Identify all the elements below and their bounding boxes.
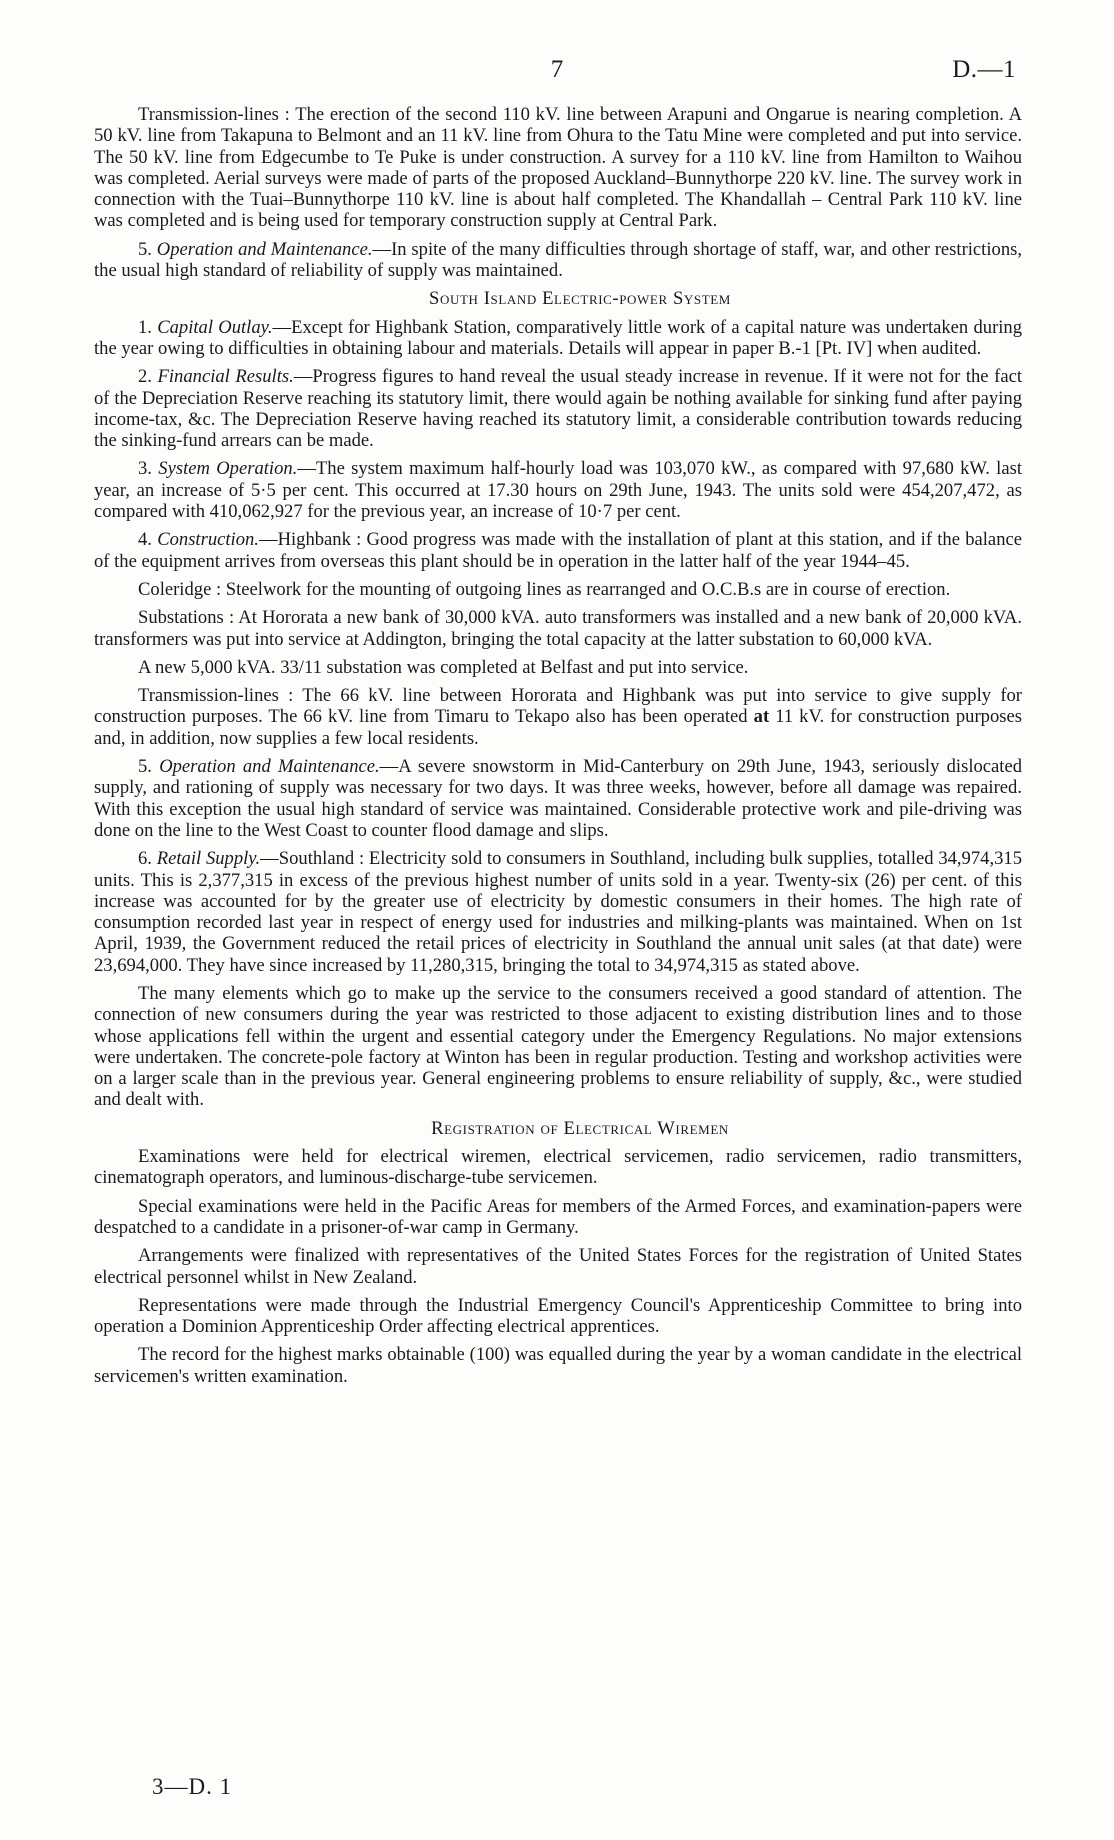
- si-financial-num: 2.: [138, 366, 152, 388]
- si-capital-num: 1.: [138, 316, 152, 338]
- si-construction-num: 4.: [138, 529, 152, 551]
- ni-operation-text: —In spite of the many difficulties through shortage of staff, war, and other restrictions, the usual high standard of reliability of supply was maintained.: [94, 238, 1022, 282]
- paragraph-registration-examinations: Examinations were held for electrical wiremen, electrical servicemen, radio servicemen, radio transmitters, cinematograph operators, and luminous-discharge-tube servicemen.: [94, 1146, 1022, 1189]
- si-operation-num: 5.: [138, 756, 152, 778]
- si-capital-text: —Except for Highbank Station, comparatively little work of a capital nature was undertaken during the year owing to difficulties in obtaining labour and materials. Details will appear in paper B.-1 [Pt. IV] when audited.: [94, 316, 1023, 359]
- paragraph-system-operation: [94, 458, 1022, 522]
- paragraph-substations: Substations : At Hororata a new bank of 30,000 kVA. auto transformers was installed and a new bank of 20,000 kVA. transformers was put into service at Addington, bringing the total capacity at the latter substation to 60,000 kVA.: [94, 607, 1022, 650]
- document-reference: D.—1: [952, 56, 1016, 83]
- si-transmission-bold: at: [753, 706, 770, 728]
- si-retail-text: —Southland : Electricity sold to consumers in Southland, including bulk supplies, totalled 34,974,315 units. This is 2,377,315 in excess of the previous highest number of units sold in a year. Twenty-six (26) per cent. of this increase was accounted for by the greater use of electricity by domestic consumers in their homes. The high rate of consumption recorded last year in respect of energy used for industries and milking-plants was maintained. When on 1st April, 1939, the Government reduced the retail prices of electricity in Southland the annual unit sales (at that date) were 23,694,000. They have since increased by 11,280,315, bringing the total to 34,974,315 as stated above.: [94, 848, 1022, 976]
- si-retail-num: 6.: [138, 848, 152, 870]
- paragraph-ni-transmission: [94, 104, 1022, 232]
- paragraph-retail-supply: [94, 848, 1022, 976]
- ni-transmission-label: Transmission-lines :: [138, 104, 290, 125]
- paragraph-financial-results: [94, 366, 1022, 451]
- si-financial-title: Financial Results.: [157, 366, 294, 388]
- paragraph-registration-special: Special examinations were held in the Pacific Areas for members of the Armed Forces, and examination-papers were despatched to a candidate in a prisoner-of-war camp in Germany.: [94, 1195, 1022, 1238]
- paragraph-capital-outlay: [94, 317, 1022, 360]
- page-number: 7: [550, 56, 564, 83]
- si-operation-title: Operation and Maintenance.: [159, 756, 380, 778]
- si-operation-text: —A severe snowstorm in Mid-Canterbury on 29th June, 1943, seriously dislocated supply, and rationing of supply was necessary for two days. It was three weeks, however, before all damage was repaired. With this exception the usual high standard of service was maintained. Considerable protective work and pile-driving was done on the line to the West Coast to counter flood damage and slips.: [94, 756, 1023, 841]
- paragraph-belfast: A new 5,000 kVA. 33/11 substation was completed at Belfast and put into service.: [138, 656, 749, 678]
- paragraph-ni-operation: [94, 239, 1022, 282]
- si-retail-title: Retail Supply.: [156, 848, 261, 870]
- si-system-title: System Operation.: [158, 458, 298, 480]
- si-construction-title: Construction.: [157, 529, 259, 551]
- paragraph-registration-record: The record for the highest marks obtainable (100) was equalled during the year by a woman candidate in the electrical servicemen's written examination.: [94, 1344, 1022, 1387]
- paragraph-construction: [94, 529, 1022, 572]
- paragraph-si-transmission: [94, 685, 1022, 749]
- document-body: [94, 104, 1022, 1394]
- paragraph-si-operation: [94, 756, 1022, 841]
- section-heading-registration: Registration of Electrical Wiremen: [431, 1117, 729, 1139]
- printer-signature: 3—D. 1: [152, 1774, 233, 1799]
- si-capital-title: Capital Outlay.: [157, 316, 273, 338]
- paragraph-coleridge: Coleridge : Steelwork for the mounting of outgoing lines as rearranged and O.C.B.s are in course of erection.: [138, 578, 951, 600]
- si-construction-text: —Highbank : Good progress was made with the installation of plant at this station, and if the balance of the equipment arrives from overseas this plant should be in operation in the latter half of the year 1944–45.: [94, 529, 1022, 572]
- paragraph-registration-representations: Representations were made through the Industrial Emergency Council's Apprenticeship Committee to bring into operation a Dominion Apprenticeship Order affecting electrical apprentices.: [94, 1294, 1022, 1338]
- ni-transmission-text: The erection of the second 110 kV. line between Arapuni and Ongarue is nearing completion. A 50 kV. line from Takapuna to Belmont and an 11 kV. line from Ohura to the Tatu Mine were completed and put into service. The 50 kV. line from Edgecumbe to Te Puke is under construction. A survey for a 110 kV. line from Hamilton to Waihou was completed. Aerial surveys were made of parts of the proposed Auckland–Bunnythorpe 220 kV. line. The survey work in connection with the Tuai–Bunnythorpe 110 kV. line is about half completed. The Khandallah – Central Park 110 kV. line was completed and is being used for temporary construction supply at Central Park.: [94, 104, 1023, 232]
- section-heading-south-island: South Island Electric-power System: [429, 288, 731, 310]
- si-system-text: —The system maximum half-hourly load was 103,070 kW., as compared with 97,680 kW. last year, an increase of 5·5 per cent. This occurred at 17.30 hours on 29th June, 1943. The units sold were 454,207,472, as compared with 410,062,927 for the previous year, an increase of 10·7 per cent.: [94, 458, 1023, 523]
- si-transmission-text-b: 11 kV. for construction purposes and, in addition, now supplies a few local residents.: [94, 706, 1022, 749]
- paragraph-registration-arrangements: Arrangements were finalized with representatives of the United States Forces for the registration of United States electrical personnel whilst in New Zealand.: [94, 1245, 1022, 1288]
- paragraph-service-elements: The many elements which go to make up the service to the consumers received a good standard of attention. The connection of new consumers during the year was restricted to those adjacent to existing distribution lines and to those whose applications fell within the urgent and essential category under the Emergency Regulations. No major extensions were undertaken. The concrete-pole factory at Winton has been in regular production. Testing and workshop activities were on a larger scale than in the previous year. General engineering problems to ensure reliability of supply, &c., were studied and dealt with.: [94, 982, 1022, 1111]
- ni-operation-num: 5.: [138, 238, 152, 260]
- si-financial-text: —Progress figures to hand reveal the usual steady increase in revenue. If it were not for the fact of the Depreciation Reserve reaching its statutory limit, there would again be nothing available for sinking fund after paying income-tax, &c. The Depreciation Reserve having reached its statutory limit, a considerable contribution towards reducing the sinking-fund arrears can be made.: [94, 366, 1022, 452]
- si-transmission-text-a: Transmission-lines : The 66 kV. line between Hororata and Highbank was put into service to give supply for construction purposes. The 66 kV. line from Timaru to Tekapo also has been operated: [94, 685, 1022, 728]
- si-system-num: 3.: [138, 458, 152, 480]
- ni-operation-title: Operation and Maintenance.: [156, 238, 373, 260]
